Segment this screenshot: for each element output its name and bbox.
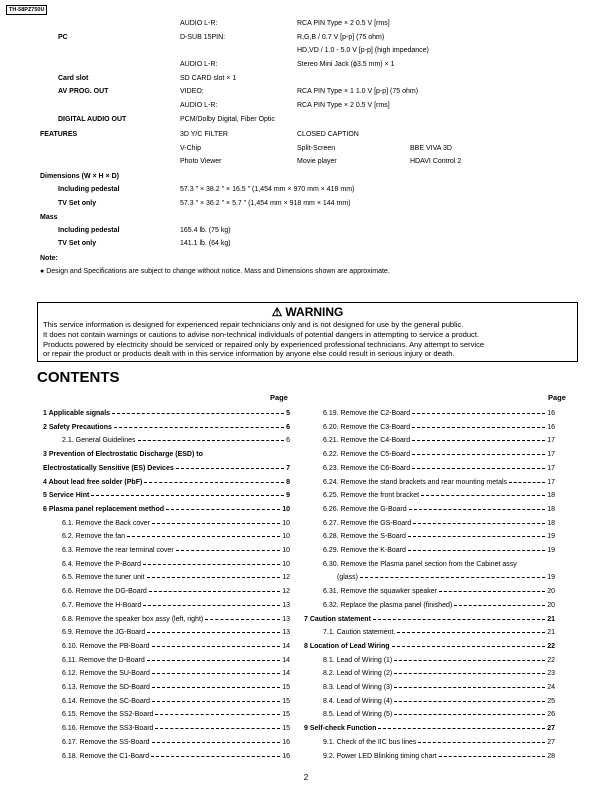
warning-line: or repair the product or products dealt with in this service information by anyone else could result in serious injury or death. (43, 349, 455, 359)
toc-leader (394, 714, 545, 715)
toc-entry-page: 6 (286, 437, 290, 445)
toc-entry[interactable] (323, 407, 555, 420)
feature-item: BBE VIVA 3D (410, 145, 452, 152)
spec-row-value: RCA PIN Type × 1 1.0 V [p-p] (75 ohm) (297, 88, 419, 95)
toc-leader (408, 550, 545, 551)
toc-leader (176, 468, 284, 469)
mass-label: Mass (40, 214, 58, 221)
dimensions-label: Dimensions (W × H × D) (40, 173, 119, 180)
toc-entry-label: 5 Service Hint (43, 492, 90, 500)
toc-entry-label: 6.3. Remove the rear terminal cover (62, 547, 174, 554)
mass-tv-value: 141.1 lb. (64 kg) (180, 240, 231, 247)
toc-entry[interactable] (43, 489, 290, 502)
toc-entry-page: 17 (547, 478, 555, 486)
toc-entry[interactable] (43, 503, 290, 516)
toc-entry-label: 6.29. Remove the K-Board (323, 547, 406, 554)
toc-entry-label: 6.22. Remove the C5-Board (323, 451, 411, 459)
page-header-left: Page (270, 393, 288, 402)
toc-leader (421, 495, 545, 496)
toc-entry-page: 10 (282, 505, 290, 513)
toc-entry-label: (glass) (337, 574, 359, 582)
toc-entry[interactable] (62, 708, 290, 721)
toc-leader (155, 728, 280, 729)
toc-entry-page: 18 (547, 505, 555, 513)
toc-leader (394, 673, 545, 674)
toc-entry[interactable] (62, 585, 290, 598)
note-label: Note: (40, 255, 58, 262)
note-text: Design and Specifications are subject to change without notice. Mass and Dimensions shown are approximate. (46, 268, 390, 275)
toc-entry[interactable] (62, 695, 290, 708)
toc-entry[interactable] (62, 517, 290, 530)
toc-leader (408, 536, 545, 537)
toc-entry[interactable] (323, 421, 555, 434)
toc-entry-label: 2 Safety Precautions (43, 423, 112, 431)
toc-entry[interactable] (323, 503, 555, 516)
toc-entry-page: 23 (547, 670, 555, 678)
spec-row-sublabel: VIDEO: (180, 88, 204, 95)
toc-entry-label: 6.4. Remove the P-Board (62, 560, 141, 568)
toc-leader (373, 619, 545, 620)
feature-item: CLOSED CAPTION (297, 131, 359, 138)
warning-line: It does not contain warnings or cautions to advise non-technical individuals of potential dangers in attempting to service a product. (43, 329, 480, 339)
feature-item: HDAVI Control 2 (410, 158, 462, 165)
toc-entry-page: 16 (547, 423, 555, 431)
toc-entry-page: 19 (547, 574, 555, 582)
toc-entry-page: 16 (282, 738, 290, 746)
toc-entry-page: 27 (547, 725, 555, 733)
toc-entry-label: 6.2. Remove the fan (62, 533, 126, 541)
toc-entry[interactable] (323, 517, 555, 530)
toc-entry[interactable] (323, 736, 555, 749)
toc-leader (147, 577, 281, 578)
toc-entry[interactable] (62, 654, 290, 667)
toc-entry-label: 6.14. Remove the SC-Board (62, 697, 150, 705)
toc-entry-label: 8.5. Lead of Wiring (5) (323, 711, 393, 719)
toc-leader (394, 701, 545, 702)
toc-entry[interactable] (43, 476, 290, 489)
toc-entry-label: 6.31. Remove the squawker speaker (323, 588, 438, 596)
toc-entry-label: 6.23. Remove the C6-Board (323, 464, 411, 472)
toc-entry[interactable] (304, 640, 555, 653)
toc-entry-page: 10 (282, 547, 290, 554)
toc-leader (412, 413, 545, 414)
feature-item: Photo Viewer (180, 158, 222, 165)
toc-entry-label: 6.21. Remove the C4-Board (323, 437, 411, 445)
toc-leader (91, 495, 284, 496)
toc-entry-page: 20 (547, 601, 555, 609)
page-number: 2 (303, 773, 309, 782)
toc-entry[interactable] (62, 613, 290, 626)
toc-entry-page: 14 (282, 656, 290, 664)
toc-entry-label: 6.15. Remove the SS2-Board (62, 711, 154, 719)
toc-entry[interactable] (43, 448, 290, 461)
toc-entry[interactable] (62, 640, 290, 653)
toc-entry-label: 4 About lead free solder (PbF) (43, 478, 143, 486)
dim-incl-value: 57.3 " × 38.2 " × 16.5 " (1,454 mm × 970 mm × 418 mm) (180, 186, 355, 193)
toc-entry-page: 12 (282, 588, 290, 596)
toc-entry-label: 6.11. Remove the D-Board (62, 656, 145, 664)
toc-entry[interactable] (323, 462, 555, 475)
toc-entry-page: 5 (286, 410, 290, 417)
toc-entry-label: 6.1. Remove the Back cover (62, 519, 150, 527)
toc-entry-label: 8.4. Lead of Wiring (4) (323, 697, 393, 705)
toc-entry-page: 17 (547, 451, 555, 459)
toc-entry[interactable] (323, 434, 555, 447)
toc-entry-label: 6.8. Remove the speaker box assy (left, right) (62, 615, 204, 623)
toc-leader (412, 454, 545, 455)
spec-row-label: AV PROG. OUT (58, 88, 109, 95)
spec-row-label: Card slot (58, 75, 89, 82)
toc-entry-label: 6.26. Remove the G-Board (323, 505, 407, 513)
dim-incl-label: Including pedestal (58, 186, 120, 193)
toc-leader (166, 509, 280, 510)
toc-entry[interactable] (43, 407, 290, 420)
toc-entry[interactable] (62, 530, 290, 543)
toc-entry-page: 15 (282, 697, 290, 705)
toc-entry[interactable] (323, 599, 555, 612)
toc-entry-page: 18 (547, 519, 555, 527)
feature-item: 3D Y/C FILTER (180, 131, 228, 138)
toc-entry-label: 6.27. Remove the GS-Board (323, 519, 412, 527)
toc-entry-page: 12 (282, 574, 290, 582)
toc-entry-label: 8.2. Lead of Wiring (2) (323, 670, 393, 678)
toc-entry[interactable] (323, 476, 555, 489)
toc-leader (397, 632, 545, 633)
spec-row-value: Stereo Mini Jack (ϕ3.5 mm) × 1 (297, 61, 395, 68)
toc-entry-label: 6.6. Remove the DG-Board (62, 588, 147, 596)
toc-entry-label: 6.20. Remove the C3-Board (323, 423, 411, 431)
toc-entry-label: 3 Prevention of Electrostatic Discharge (ESD) to (43, 451, 203, 459)
toc-entry-page: 9 (286, 492, 290, 500)
toc-entry[interactable] (323, 626, 555, 639)
toc-entry-page: 10 (282, 560, 290, 568)
toc-entry[interactable] (62, 571, 290, 584)
toc-entry[interactable] (323, 708, 555, 721)
toc-entry-label: 6.5. Remove the tuner unit (62, 574, 145, 582)
warning-box (37, 302, 578, 362)
toc-leader (205, 619, 280, 620)
toc-entry-label: Electrostatically Sensitive (ES) Devices (43, 464, 174, 472)
toc-entry-label: 8 Location of Lead Wiring (304, 642, 390, 650)
toc-entry[interactable] (323, 585, 555, 598)
toc-entry-page: 18 (547, 492, 555, 500)
spec-row-sublabel: AUDIO L-R: (180, 20, 218, 27)
toc-entry-page: 13 (282, 601, 290, 609)
toc-entry[interactable] (62, 558, 290, 571)
model-label: TH-58PZ750U (6, 5, 47, 15)
toc-entry-label: 6 Plasma panel replacement method (43, 505, 164, 513)
toc-entry[interactable] (62, 722, 290, 735)
toc-entry-page: 13 (282, 629, 290, 637)
toc-entry[interactable] (323, 695, 555, 708)
toc-entry-label: 6.18. Remove the C1-Board (62, 752, 150, 760)
toc-entry[interactable] (323, 654, 555, 667)
toc-entry-label: 8.3. Lead of Wiring (3) (323, 684, 393, 691)
toc-entry-page: 20 (547, 588, 555, 596)
dim-tv-label: TV Set only (58, 200, 97, 207)
toc-leader (138, 440, 285, 441)
toc-entry[interactable] (62, 681, 290, 694)
toc-entry-page: 21 (547, 615, 555, 623)
toc-entry[interactable] (323, 558, 555, 571)
toc-leader (439, 756, 546, 757)
toc-entry-page: 10 (282, 519, 290, 527)
toc-entry[interactable] (337, 571, 555, 584)
warning-line: Products powered by electricity should be serviced or repaired only by experienced professional technicians. Any attempt to service (43, 339, 485, 349)
toc-entry-page: 14 (282, 670, 290, 678)
toc-entry-label: 6.16. Remove the SS3-Board (62, 725, 154, 733)
toc-entry-label: 6.24. Remove the stand brackets and rear mounting metals (323, 478, 508, 486)
toc-entry-page: 8 (286, 478, 290, 486)
toc-entry-page: 15 (282, 684, 290, 691)
toc-entry-page: 24 (547, 684, 555, 691)
toc-entry-page: 14 (282, 642, 290, 650)
toc-entry-label: 6.10. Remove the PB-Board (62, 642, 150, 650)
toc-leader (394, 687, 545, 688)
toc-entry[interactable] (62, 544, 290, 557)
toc-entry[interactable] (323, 544, 555, 557)
spec-row-sublabel: SD CARD slot × 1 (180, 75, 237, 82)
toc-entry-page: 19 (547, 547, 555, 554)
toc-entry-label: 6.13. Remove the SD-Board (62, 684, 150, 691)
toc-entry[interactable] (43, 462, 290, 475)
warning-title-text: WARNING (285, 305, 344, 319)
toc-leader (378, 728, 545, 729)
toc-leader (439, 591, 545, 592)
warning-triangle-icon: ⚠ (271, 305, 283, 319)
toc-leader (409, 509, 546, 510)
toc-entry-page: 13 (282, 615, 290, 623)
toc-entry-page: 25 (547, 697, 555, 705)
toc-entry-label: 7 Caution statement (304, 615, 371, 623)
toc-entry-label: 9 Self-check Function (304, 725, 377, 733)
toc-leader (151, 756, 280, 757)
features-label: FEATURES (40, 131, 78, 138)
toc-leader (394, 660, 545, 661)
toc-entry-label: 6.30. Remove the Plasma panel section from the Cabinet assy (323, 560, 517, 568)
toc-entry-label: 8.1. Lead of Wiring (1) (323, 656, 393, 664)
spec-row-label: DIGITAL AUDIO OUT (58, 116, 127, 123)
toc-entry-label: 9.2. Power LED Blinking timing chart (323, 752, 437, 760)
spec-row-value: R,G,B / 0.7 V [p-p] (75 ohm) (297, 34, 385, 41)
toc-leader (143, 605, 280, 606)
toc-leader (114, 427, 284, 428)
toc-entry-label: 6.17. Remove the SS-Board (62, 738, 150, 746)
toc-leader (152, 742, 281, 743)
toc-entry-label: 9.1. Check of the IIC bus lines (323, 738, 417, 746)
spec-row-sublabel: PCM/Dolby Digital, Fiber Optic (180, 116, 275, 123)
toc-entry-label: 6.7. Remove the H-Board (62, 601, 142, 609)
spec-row-value: HD,VD / 1.0 - 5.0 V [p-p] (high impedance) (297, 47, 429, 54)
page-header-right: Page (548, 393, 566, 402)
toc-entry[interactable] (62, 626, 290, 639)
toc-entry-page: 21 (547, 629, 555, 637)
bullet-icon: ● (40, 268, 45, 275)
note-item (40, 268, 390, 275)
toc-entry-page: 6 (286, 423, 290, 431)
toc-entry-page: 15 (282, 711, 290, 719)
toc-entry-page: 28 (547, 752, 555, 760)
toc-leader (454, 605, 545, 606)
feature-item: V-Chip (180, 145, 202, 152)
spec-row-sublabel: D-SUB 15PIN: (180, 34, 226, 41)
toc-entry-label: 2.1. General Guidelines (62, 437, 136, 445)
toc-leader (176, 550, 281, 551)
toc-entry-page: 22 (547, 642, 555, 650)
toc-entry-page: 7 (286, 464, 290, 472)
toc-leader (149, 591, 280, 592)
toc-entry[interactable] (323, 530, 555, 543)
toc-entry-label: 6.12. Remove the SU-Board (62, 670, 150, 678)
toc-leader (152, 523, 280, 524)
toc-entry-page: 27 (547, 738, 555, 746)
toc-entry[interactable] (323, 448, 555, 461)
toc-entry[interactable] (62, 434, 290, 447)
toc-entry[interactable] (304, 722, 555, 735)
dim-tv-value: 57.3 " × 36.2 " × 5.7 " (1,454 mm × 918 mm × 144 mm) (180, 200, 351, 207)
toc-leader (509, 482, 545, 483)
feature-item: Movie player (297, 158, 337, 165)
toc-entry[interactable] (43, 421, 290, 434)
mass-tv-label: TV Set only (58, 240, 97, 247)
toc-leader (143, 564, 280, 565)
toc-entry-page: 26 (547, 711, 555, 719)
toc-leader (412, 468, 545, 469)
toc-entry[interactable] (323, 489, 555, 502)
toc-entry[interactable] (323, 750, 555, 763)
toc-leader (360, 577, 545, 578)
mass-incl-label: Including pedestal (58, 227, 120, 234)
toc-entry[interactable] (323, 667, 555, 680)
toc-leader (412, 427, 545, 428)
toc-entry-label: 1 Applicable signals (43, 410, 111, 417)
spec-row-sublabel: AUDIO L-R: (180, 61, 218, 68)
toc-leader (147, 660, 280, 661)
toc-leader (413, 523, 545, 524)
toc-leader (147, 632, 280, 633)
toc-entry-label: 6.19. Remove the C2-Board (323, 410, 411, 417)
toc-leader (144, 482, 284, 483)
toc-entry[interactable] (304, 613, 555, 626)
toc-leader (392, 646, 546, 647)
toc-leader (412, 440, 545, 441)
toc-entry-page: 17 (547, 464, 555, 472)
toc-entry-page: 15 (282, 725, 290, 733)
toc-leader (112, 413, 284, 414)
toc-leader (418, 742, 545, 743)
toc-entry-page: 16 (547, 410, 555, 417)
toc-entry-label: 6.28. Remove the S-Board (323, 533, 406, 541)
toc-leader (152, 646, 281, 647)
spec-row-sublabel: AUDIO L-R: (180, 102, 218, 109)
toc-entry-label: 7.1. Caution statement. (323, 629, 396, 637)
toc-leader (152, 687, 280, 688)
contents-title: CONTENTS (37, 369, 120, 386)
toc-entry[interactable] (62, 599, 290, 612)
toc-entry-page: 10 (282, 533, 290, 541)
spec-row-value: RCA PIN Type × 2 0.5 V [rms] (297, 102, 390, 109)
toc-entry[interactable] (62, 750, 290, 763)
toc-leader (127, 536, 280, 537)
toc-entry-page: 16 (282, 752, 290, 760)
toc-entry-page: 19 (547, 533, 555, 541)
toc-entry-label: 6.9. Remove the JG-Board (62, 629, 146, 637)
toc-entry-page: 17 (547, 437, 555, 445)
toc-entry[interactable] (62, 667, 290, 680)
spec-row-value: RCA PIN Type × 2 0.5 V [rms] (297, 20, 390, 27)
toc-entry-label: 6.25. Remove the front bracket (323, 492, 420, 500)
toc-entry-label: 6.32. Replace the plasma panel (finished) (323, 601, 453, 609)
spec-row-label: PC (58, 34, 68, 41)
mass-incl-value: 165.4 lb. (75 kg) (180, 227, 231, 234)
toc-entry-page: 22 (547, 656, 555, 664)
toc-entry[interactable] (323, 681, 555, 694)
warning-title (38, 306, 577, 319)
feature-item: Split-Screen (297, 145, 336, 152)
toc-leader (155, 714, 280, 715)
warning-text (43, 320, 573, 359)
toc-leader (152, 673, 280, 674)
toc-entry[interactable] (62, 736, 290, 749)
warning-line: This service information is designed for experienced repair technicians only and is not designed for use by the general public. (43, 320, 464, 329)
toc-leader (152, 701, 280, 702)
